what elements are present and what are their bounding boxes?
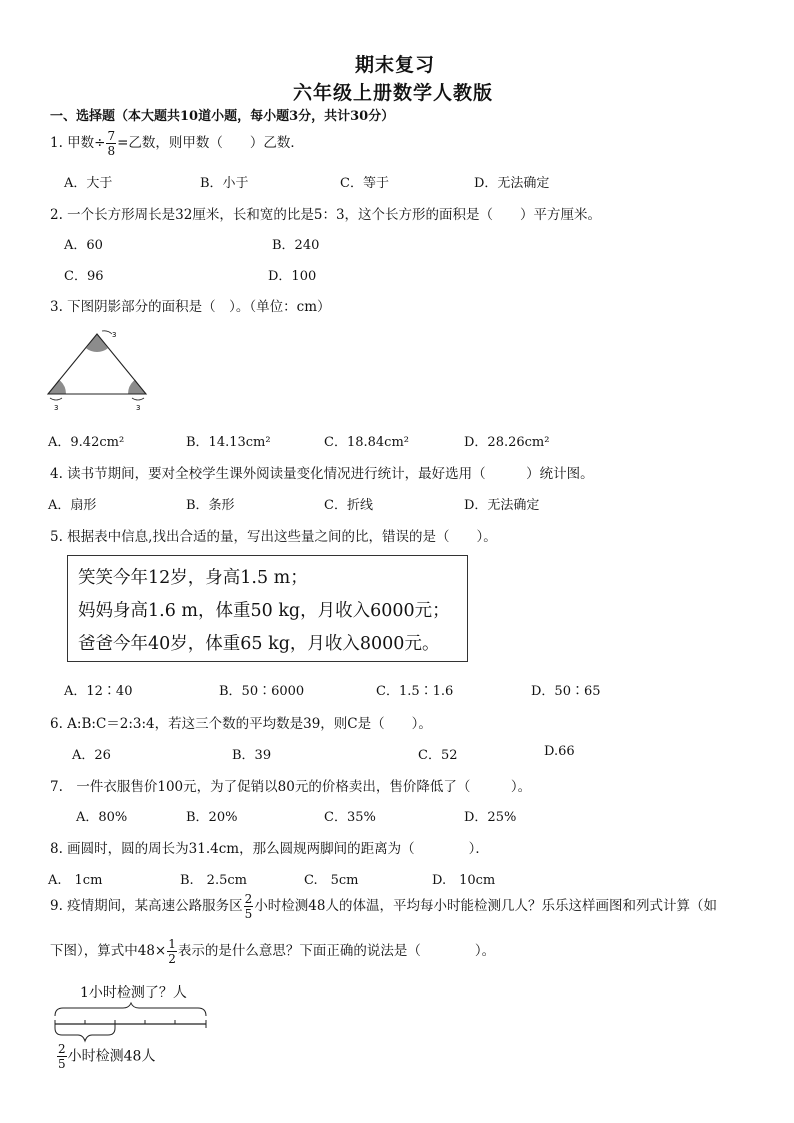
label-right: 3 — [136, 404, 141, 412]
q9-line2-pre: 下图），算式中48× — [50, 943, 167, 959]
q4-option-b[interactable]: B．条形 — [186, 498, 235, 513]
q3-option-b[interactable]: B．14.13cm² — [186, 435, 271, 450]
q2-option-b[interactable]: B．240 — [272, 238, 320, 253]
shaded-sector-right — [128, 380, 146, 394]
q8-option-d[interactable]: D. 10cm — [432, 873, 496, 888]
info-box — [67, 555, 468, 662]
question-5: 5. 根据表中信息,找出合适的量，写出这些量之间的比，错误的是（ ）。 — [50, 529, 497, 545]
q4-option-c[interactable]: C．折线 — [324, 498, 373, 513]
q6-option-c[interactable]: C．52 — [418, 748, 458, 763]
q9-fraction-1: $\frac{2}{5}$ — [244, 892, 253, 921]
question-3: 3. 下图阴影部分的面积是（ ）。（单位：cm） — [50, 299, 331, 315]
q8-option-c[interactable]: C. 5cm — [304, 873, 359, 888]
q3-option-d[interactable]: D．28.26cm² — [464, 435, 550, 450]
top-brace — [55, 1003, 206, 1016]
question-7: 7. 一件衣服售价100元，为了促销以80元的价格卖出，售价降低了（ ）。 — [50, 779, 532, 795]
brace-right — [132, 398, 144, 400]
q6-option-b[interactable]: B．39 — [232, 748, 272, 763]
question-6: 6. A:B:C＝2:3:4，若这三个数的平均数是39，则C是（ ）。 — [50, 716, 432, 732]
q7-option-d[interactable]: D．25% — [464, 810, 517, 825]
q4-option-a[interactable]: A．扇形 — [48, 498, 97, 513]
q1-pre: 1. 甲数÷ — [50, 135, 106, 151]
q1-option-c[interactable]: C．等于 — [340, 176, 389, 191]
info-line-2: 妈妈身高1.6 m，体重50 kg，月收入6000元； — [78, 601, 450, 621]
segment-diagram — [50, 1002, 212, 1048]
q1-fraction: $\frac{7}{8}$ — [107, 129, 116, 158]
question-9-line-2 — [50, 938, 495, 965]
q3-option-c[interactable]: C．18.84cm² — [324, 435, 409, 450]
q5-option-d[interactable]: D．50∶65 — [531, 684, 601, 699]
q9-line1-pre: 9. 疫情期间，某高速公路服务区 — [50, 898, 243, 914]
q5-option-a[interactable]: A．12∶40 — [64, 684, 133, 699]
q2-option-a[interactable]: A．60 — [64, 238, 103, 253]
triangle-figure — [42, 328, 154, 414]
question-2: 2. 一个长方形周长是32厘米，长和宽的比是5：3，这个长方形的面积是（ ）平方厘米。 — [50, 207, 602, 223]
q1-option-a[interactable]: A．大于 — [64, 176, 113, 191]
label-left: 3 — [54, 404, 59, 412]
q7-option-c[interactable]: C．35% — [324, 810, 376, 825]
label-top: 3 — [112, 331, 117, 339]
question-1 — [50, 130, 304, 157]
brace-top — [102, 331, 112, 334]
q9-line2-post: 表示的是什么意思？下面正确的说法是（ ）。 — [177, 943, 496, 959]
q3-option-a[interactable]: A．9.42cm² — [48, 435, 125, 450]
q1-post: =乙数，则甲数（ ）乙数． — [117, 135, 304, 151]
q4-option-d[interactable]: D．无法确定 — [464, 498, 540, 513]
question-4: 4. 读书节期间，要对全校学生课外阅读量变化情况进行统计，最好选用（ ）统计图。 — [50, 466, 594, 482]
q2-option-c[interactable]: C．96 — [64, 269, 104, 284]
q5-option-c[interactable]: C．1.5∶1.6 — [376, 684, 454, 699]
info-line-1: 笑笑今年12岁，身高1.5 m； — [78, 568, 308, 588]
diagram-bottom-label — [56, 1043, 155, 1070]
diagram-bottom-text: 小时检测48人 — [67, 1048, 156, 1065]
q2-option-d[interactable]: D．100 — [268, 269, 317, 284]
q8-option-a[interactable]: A. 1cm — [48, 873, 103, 888]
bottom-brace — [55, 1028, 115, 1041]
diagram-fraction: $\frac{2}{5}$ — [58, 1042, 66, 1071]
q5-option-b[interactable]: B．50∶6000 — [219, 684, 305, 699]
shaded-sector-left — [48, 380, 66, 394]
diagram-top-label: 1小时检测了？人 — [80, 985, 187, 1001]
q8-option-b[interactable]: B. 2.5cm — [180, 873, 247, 888]
q6-option-a[interactable]: A．26 — [72, 748, 111, 763]
question-8: 8. 画圆时，圆的周长为31.4cm，那么圆规两脚间的距离为（ ）． — [50, 841, 489, 857]
section-heading: 一、选择题（本大题共10道小题，每小题3分，共计30分） — [50, 109, 395, 124]
q9-fraction-2: $\frac{1}{2}$ — [168, 937, 176, 966]
q1-option-d[interactable]: D．无法确定 — [474, 176, 550, 191]
page-title: 期末复习 — [355, 54, 436, 76]
q1-option-b[interactable]: B．小于 — [200, 176, 249, 191]
info-line-3: 爸爸今年40岁，体重65 kg，月收入8000元。 — [78, 634, 440, 654]
q7-option-b[interactable]: B．20% — [186, 810, 238, 825]
q7-option-a[interactable]: A．80% — [76, 810, 128, 825]
q6-option-d[interactable]: D.66 — [544, 744, 575, 759]
q9-line1-post: 小时检测48人的体温，平均每小时能检测几人？乐乐这样画图和列式计算（如 — [254, 898, 717, 914]
question-9-line-1 — [50, 893, 717, 920]
brace-left — [50, 398, 62, 400]
page-subtitle: 六年级上册数学人教版 — [293, 82, 494, 104]
